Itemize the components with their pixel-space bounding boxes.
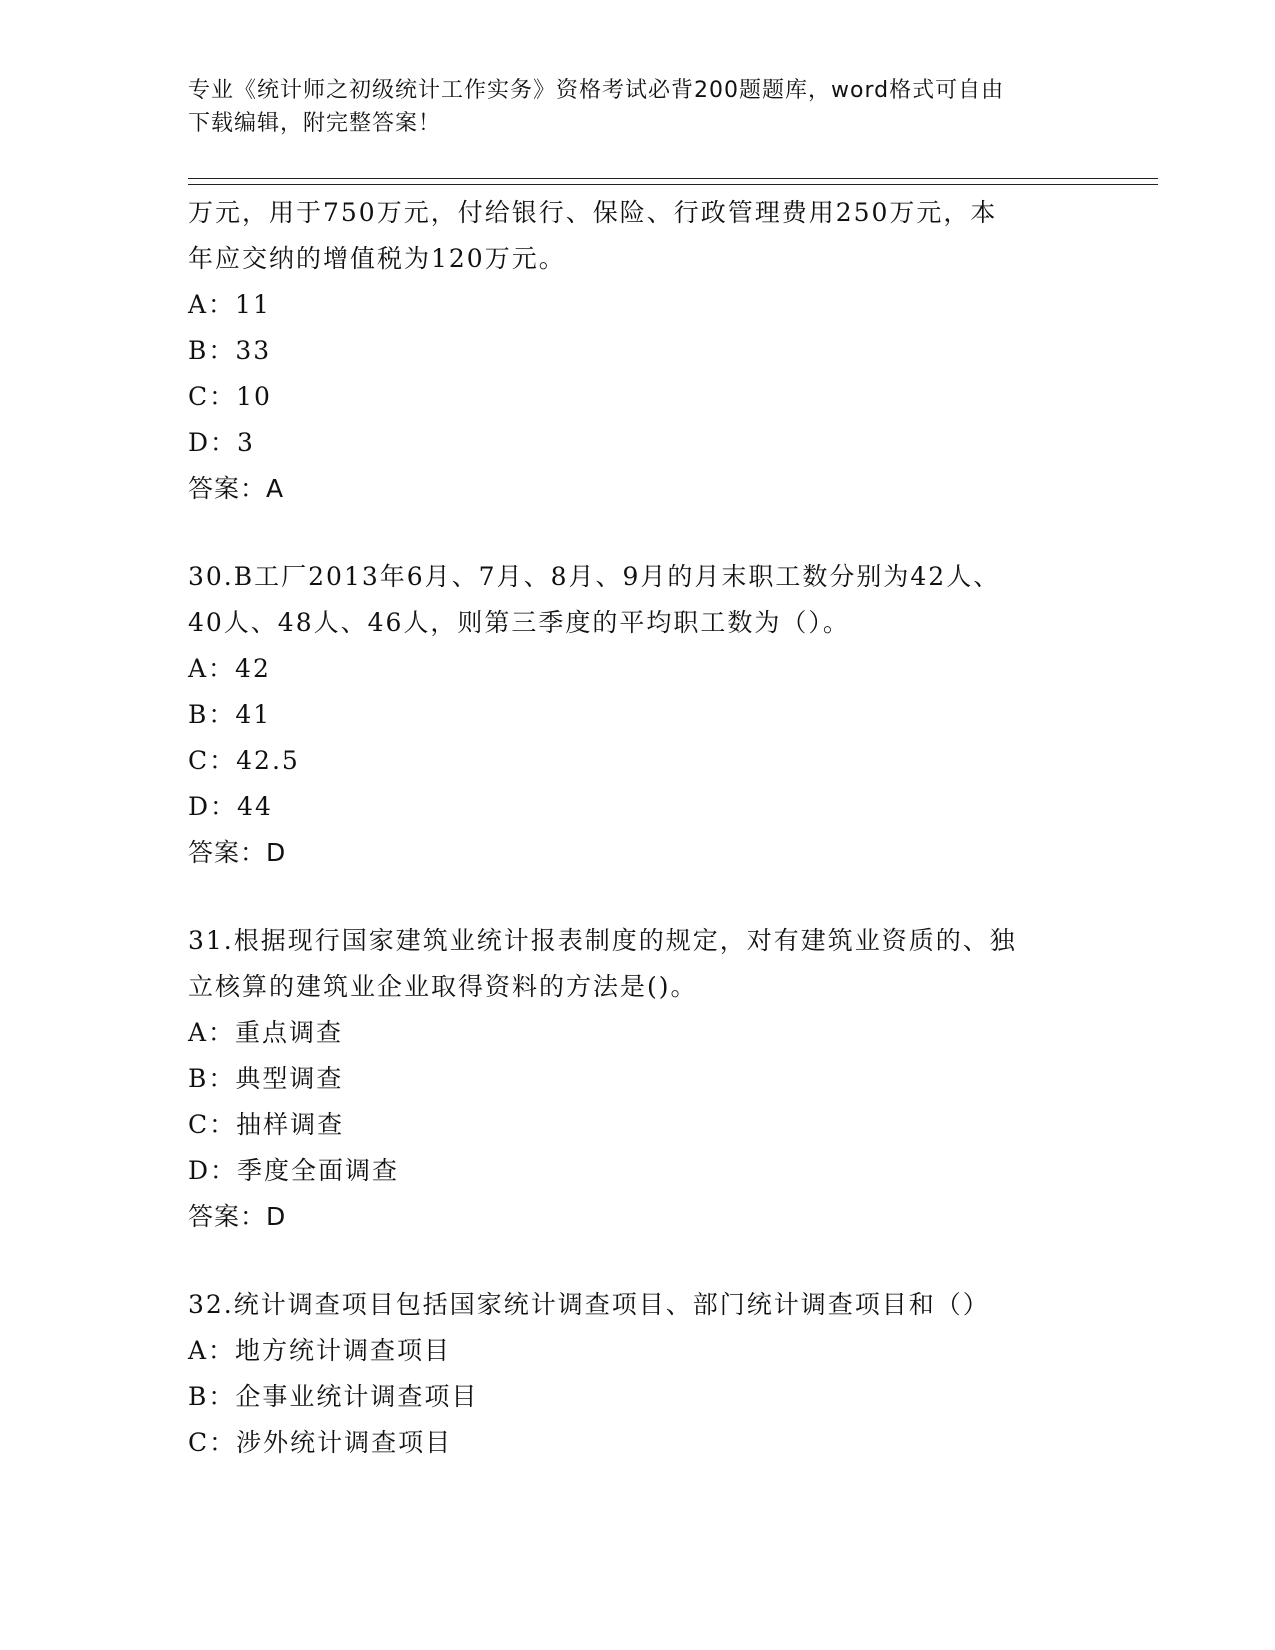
question-30-option-a: A：42 bbox=[188, 654, 271, 683]
question-30-answer: 答案：D bbox=[188, 838, 287, 867]
header-line-1: 专业《统计师之初级统计工作实务》资格考试必背200题题库，word格式可自由 bbox=[188, 78, 1005, 103]
question-30-text-line-2: 40人、48人、46人，则第三季度的平均职工数为（）。 bbox=[188, 608, 850, 637]
question-31-option-a: A：重点调查 bbox=[188, 1018, 344, 1047]
question-31-option-d: D：季度全面调查 bbox=[188, 1156, 400, 1185]
question-32-text-line-1: 32.统计调查项目包括国家统计调查项目、部门统计调查项目和（） bbox=[188, 1290, 990, 1319]
question-32-option-b: B：企事业统计调查项目 bbox=[188, 1382, 479, 1411]
question-30-text-line-1: 30.B工厂2013年6月、7月、8月、9月的月末职工数分别为42人、 bbox=[188, 562, 1001, 591]
question-30-option-c: C：42.5 bbox=[188, 746, 300, 775]
question-30-block bbox=[188, 554, 1088, 876]
question-32-option-a: A：地方统计调查项目 bbox=[188, 1336, 452, 1365]
question-31-text-line-1: 31.根据现行国家建筑业统计报表制度的规定，对有建筑业资质的、独 bbox=[188, 926, 1017, 955]
question-31-option-c: C：抽样调查 bbox=[188, 1110, 345, 1139]
question-31-text-line-2: 立核算的建筑业企业取得资料的方法是()。 bbox=[188, 972, 698, 1001]
document-header bbox=[188, 74, 1088, 140]
question-29-option-c: C：10 bbox=[188, 382, 272, 411]
question-30-option-d: D：44 bbox=[188, 792, 273, 821]
question-29-option-d: D：3 bbox=[188, 428, 255, 457]
question-29-answer: 答案：A bbox=[188, 474, 285, 503]
question-31-option-b: B：典型调查 bbox=[188, 1064, 344, 1093]
question-content bbox=[188, 190, 1088, 1466]
question-31-answer: 答案：D bbox=[188, 1202, 287, 1231]
question-29-text-line-2: 年应交纳的增值税为120万元。 bbox=[188, 244, 566, 273]
question-30-option-b: B：41 bbox=[188, 700, 272, 729]
question-29-option-b: B：33 bbox=[188, 336, 272, 365]
question-31-block bbox=[188, 918, 1088, 1240]
header-rule-bottom bbox=[188, 184, 1158, 185]
question-32-block bbox=[188, 1282, 1088, 1466]
spacer bbox=[188, 876, 1088, 918]
question-32-option-c: C：涉外统计调查项目 bbox=[188, 1428, 453, 1457]
question-29-text-line-1: 万元，用于750万元，付给银行、保险、行政管理费用250万元，本 bbox=[188, 198, 998, 227]
question-29-option-a: A：11 bbox=[188, 290, 271, 319]
header-rule-top bbox=[188, 178, 1158, 179]
header-line-2: 下载编辑，附完整答案！ bbox=[188, 111, 442, 136]
spacer bbox=[188, 1240, 1088, 1282]
spacer bbox=[188, 512, 1088, 554]
question-29-block bbox=[188, 190, 1088, 512]
